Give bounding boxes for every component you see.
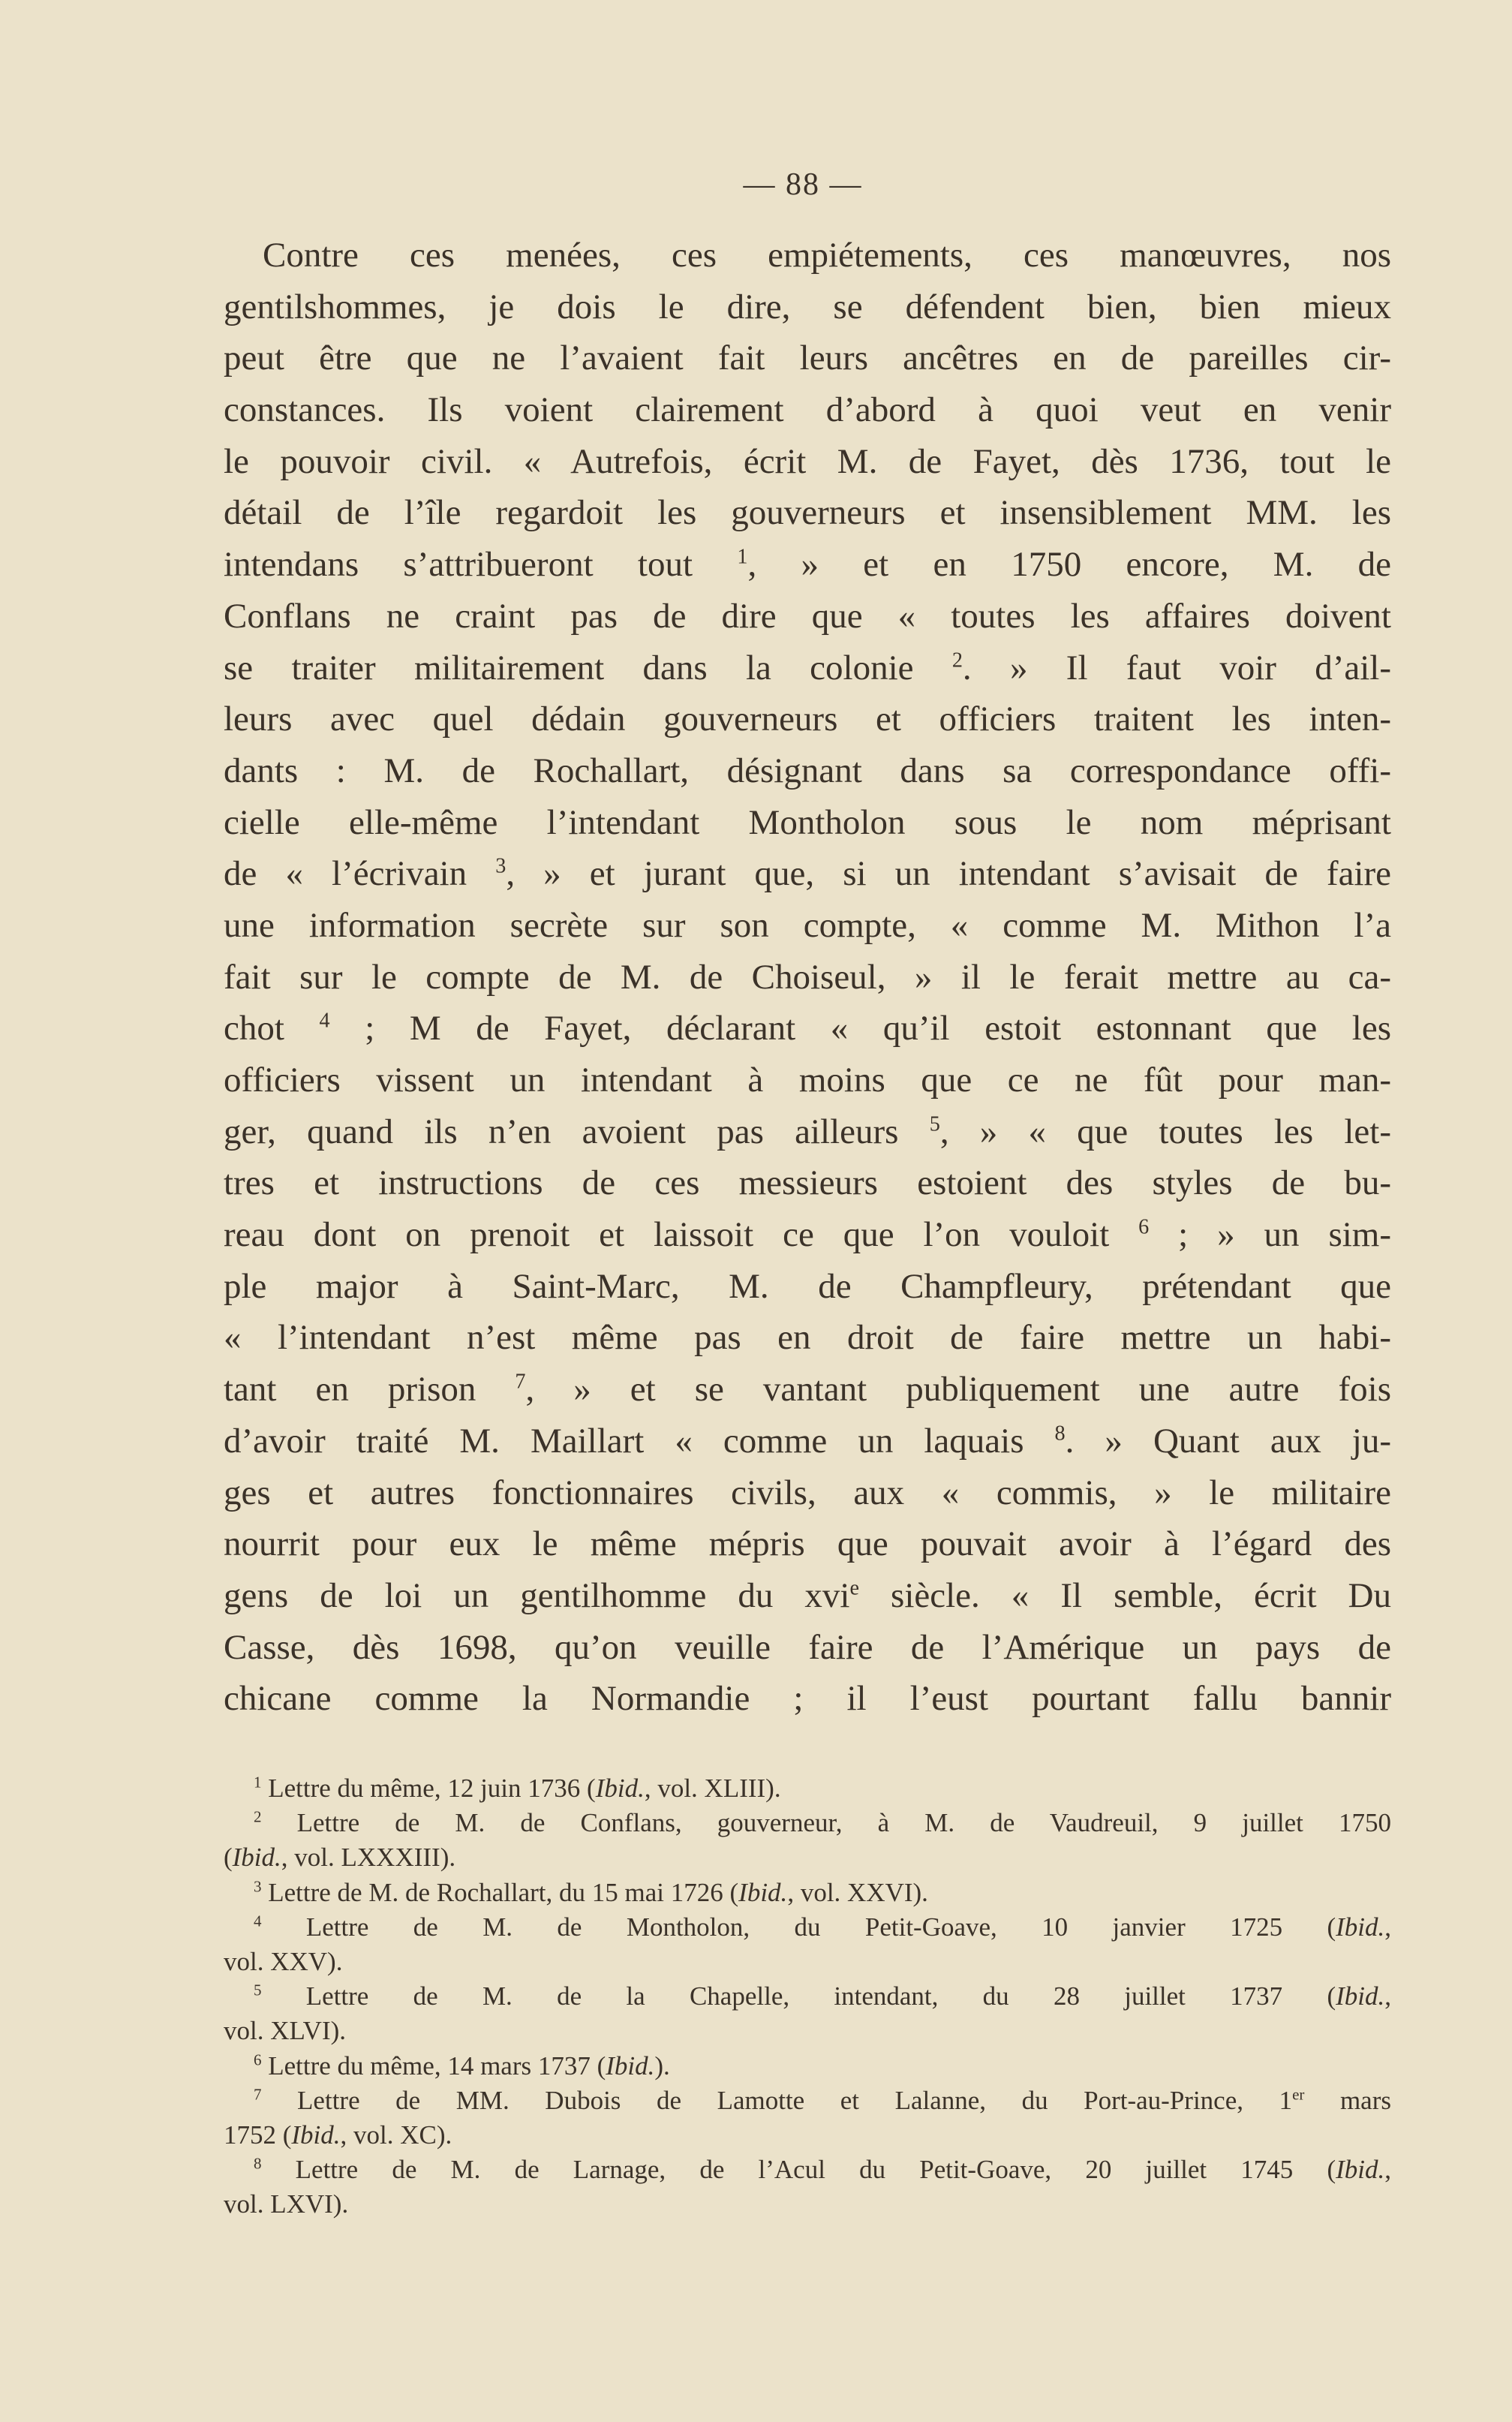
footnote-line xyxy=(224,2049,1391,2084)
text-run: ( xyxy=(224,1843,233,1873)
text-run: mars xyxy=(1304,2085,1391,2115)
text-run: Contre ces menées, ces empiétements, ces manœuvres, nos xyxy=(263,236,1391,275)
text-run: 1752 ( xyxy=(224,2120,292,2150)
text-run: ple major à Saint-Marc, M. de Champfleury, prétendant que xyxy=(224,1266,1391,1306)
body-line xyxy=(224,1364,1391,1416)
text-run: tant en prison xyxy=(224,1370,516,1410)
footnote-line xyxy=(224,1806,1391,1840)
footnote-line xyxy=(224,2084,1391,2118)
footnote-marker: 5 xyxy=(254,1981,262,1999)
text-run: Conflans ne craint pas de dire que « toutes les affaires doivent xyxy=(224,596,1391,636)
text-run: peut être que ne l’avaient fait leurs ancêtres en de pareilles cir- xyxy=(224,338,1391,378)
text-run: chicane comme la Normandie ; il l’eust pourtant fallu bannir xyxy=(224,1679,1391,1719)
text-run: ; M de Fayet, déclarant « qu’il estoit estonnant que les xyxy=(329,1009,1391,1049)
text-run: fait sur le compte de M. de Choiseul, » il le ferait mettre au ca- xyxy=(224,957,1391,997)
text-run: Lettre de M. de Conflans, gouverneur, à M. de Vaudreuil, 9 juillet 1750 xyxy=(261,1808,1391,1838)
text-run: ; » un sim- xyxy=(1149,1215,1391,1255)
text-run: siècle. « Il semble, écrit Du xyxy=(858,1575,1392,1615)
italic-text: Ibid. xyxy=(232,1843,281,1873)
text-run: . » Il faut voir d’ail- xyxy=(962,648,1391,687)
footnote-marker: 1 xyxy=(737,545,748,569)
italic-text: Ibid. xyxy=(1336,2155,1385,2185)
footnote-line xyxy=(224,1771,1391,1806)
body-line xyxy=(224,1055,1391,1106)
footnote-line xyxy=(224,1945,1391,1979)
text-run: se traiter militairement dans la colonie xyxy=(224,648,952,687)
text-run: Casse, dès 1698, qu’on veuille faire de l’Amérique un pays de xyxy=(224,1627,1391,1667)
body-line xyxy=(224,591,1391,642)
text-run: Lettre de MM. Dubois de Lamotte et Lalanne, du Port-au-Prince, 1 xyxy=(261,2085,1293,2115)
footnote-marker: 3 xyxy=(495,854,507,878)
text-run: chot xyxy=(224,1009,320,1049)
text-run: gens de loi un gentilhomme du xvi xyxy=(224,1575,850,1615)
text-run: , xyxy=(1384,1981,1391,2011)
text-run: ). xyxy=(654,2050,670,2081)
body-line xyxy=(224,1673,1391,1725)
text-run: une information secrète sur son compte, « comme M. Mithon l’a xyxy=(224,905,1391,945)
text-run: , vol. LXXXIII). xyxy=(281,1843,456,1873)
italic-text: Ibid. xyxy=(606,2050,655,2081)
body-line xyxy=(224,1312,1391,1364)
footnote-marker: e xyxy=(849,1576,859,1600)
text-run: Lettre du même, 14 mars 1737 ( xyxy=(261,2050,606,2081)
footnote-line xyxy=(224,2118,1391,2153)
footnote-line xyxy=(224,2187,1391,2222)
body-line xyxy=(224,1518,1391,1570)
footnote-line xyxy=(224,1910,1391,1945)
text-run: le pouvoir civil. « Autrefois, écrit M. de Fayet, dès 1736, tout le xyxy=(224,441,1391,481)
text-run: , xyxy=(1384,2155,1391,2185)
body-line xyxy=(224,1106,1391,1158)
footnote-marker: 6 xyxy=(1138,1215,1150,1239)
body-line xyxy=(224,539,1391,591)
body-line xyxy=(224,230,1391,281)
text-run: d’avoir traité M. Maillart « comme un laquais xyxy=(224,1421,1055,1461)
body-line xyxy=(224,487,1391,539)
text-run: gentilshommes, je dois le dire, se défendent bien, bien mieux xyxy=(224,287,1391,326)
footnote-marker: 7 xyxy=(515,1370,526,1394)
body-line xyxy=(224,281,1391,333)
text-run: Lettre de M. de Montholon, du Petit-Goave, 10 janvier 1725 ( xyxy=(261,1912,1336,1942)
footnote-line xyxy=(224,1840,1391,1875)
footnote-marker: 6 xyxy=(254,2050,262,2068)
body-line xyxy=(224,1209,1391,1261)
body-line xyxy=(224,848,1391,900)
page-number: — 88 — xyxy=(743,167,863,202)
text-run: leurs avec quel dédain gouverneurs et officiers traitent les inten- xyxy=(224,700,1391,739)
italic-text: Ibid. xyxy=(1336,1912,1385,1942)
italic-text: Ibid. xyxy=(738,1877,788,1907)
footnote-marker: 1 xyxy=(254,1773,262,1792)
body-line xyxy=(224,642,1391,694)
footnote-marker: 2 xyxy=(951,648,963,672)
body-line xyxy=(224,436,1391,488)
text-run: , » et se vantant publiquement une autre fois xyxy=(525,1370,1392,1410)
body-line xyxy=(224,1416,1391,1467)
body-line xyxy=(224,694,1391,745)
footnotes xyxy=(224,1771,1391,2222)
text-run: Lettre de M. de Rochallart, du 15 mai 1726 ( xyxy=(261,1877,739,1907)
text-run: . » Quant aux ju- xyxy=(1065,1421,1392,1461)
footnote-marker: 7 xyxy=(254,2085,262,2104)
footnote-marker: 8 xyxy=(254,2154,262,2173)
body-line xyxy=(224,332,1391,384)
footnote-marker: er xyxy=(1292,2085,1305,2104)
text-run: vol. XXV). xyxy=(224,1946,343,1976)
body-line xyxy=(224,900,1391,952)
text-run: , vol. XC). xyxy=(340,2120,452,2150)
body-line xyxy=(224,384,1391,436)
text-run: Lettre du même, 12 juin 1736 ( xyxy=(261,1774,596,1803)
footnote-marker: 3 xyxy=(254,1876,262,1895)
footnote-line xyxy=(224,2014,1391,2048)
text-run: intendans s’attribueront tout xyxy=(224,545,738,585)
italic-text: Ibid. xyxy=(595,1774,645,1803)
text-run: tres et instructions de ces messieurs estoient des styles de bu- xyxy=(224,1163,1391,1203)
text-run: Lettre de M. de la Chapelle, intendant, du 28 juillet 1737 ( xyxy=(261,1981,1336,2011)
text-run: ges et autres fonctionnaires civils, aux « commis, » le militaire xyxy=(224,1473,1391,1512)
body-line xyxy=(224,1003,1391,1055)
body-line xyxy=(224,1622,1391,1674)
italic-text: Ibid. xyxy=(291,2120,341,2150)
footnote-line xyxy=(224,1979,1391,2014)
text-run: , vol. XLIII). xyxy=(644,1774,781,1803)
body-line xyxy=(224,745,1391,797)
text-run: vol. XLVI). xyxy=(224,2016,347,2046)
footnote-marker: 5 xyxy=(929,1112,940,1136)
footnote-line xyxy=(224,2153,1391,2187)
body-line xyxy=(224,1570,1391,1622)
body-line xyxy=(224,1157,1391,1209)
text-run: nourrit pour eux le même mépris que pouvait avoir à l’égard des xyxy=(224,1524,1391,1564)
footnote-marker: 4 xyxy=(254,1912,262,1930)
text-run: Lettre de M. de Larnage, de l’Acul du Petit-Goave, 20 juillet 1745 ( xyxy=(261,2155,1336,2185)
text-run: détail de l’île regardoit les gouverneurs et insensiblement MM. les xyxy=(224,493,1391,533)
text-run: vol. LXVI). xyxy=(224,2189,349,2219)
text-run: , » et jurant que, si un intendant s’avisait de faire xyxy=(506,854,1391,894)
text-run: ger, quand ils n’en avoient pas ailleurs xyxy=(224,1112,930,1151)
body-line xyxy=(224,1467,1391,1519)
text-run: officiers vissent un intendant à moins que ce ne fût pour man- xyxy=(224,1061,1391,1100)
footnote-line xyxy=(224,1876,1391,1910)
text-run: , vol. XXVI). xyxy=(787,1877,928,1907)
text-run: , » « que toutes les let- xyxy=(939,1112,1392,1151)
body-line xyxy=(224,952,1391,1003)
text-run: « l’intendant n’est même pas en droit de faire mettre un habi- xyxy=(224,1318,1391,1358)
italic-text: Ibid. xyxy=(1336,1981,1385,2011)
body-text xyxy=(224,230,1391,1725)
text-run: , xyxy=(1384,1912,1391,1942)
footnote-marker: 8 xyxy=(1054,1422,1066,1446)
body-line xyxy=(224,797,1391,849)
text-run: reau dont on prenoit et laissoit ce que l’on vouloit xyxy=(224,1215,1139,1255)
text-run: constances. Ils voient clairement d’abord à quoi veut en venir xyxy=(224,390,1391,430)
footnote-marker: 2 xyxy=(254,1807,262,1826)
footnote-marker: 4 xyxy=(319,1009,330,1033)
text-run: de « l’écrivain xyxy=(224,854,496,894)
text-run: cielle elle-même l’intendant Montholon sous le nom méprisant xyxy=(224,802,1391,842)
body-line xyxy=(224,1261,1391,1313)
text-run: dants : M. de Rochallart, désignant dans sa correspondance offi- xyxy=(224,751,1391,790)
text-run: , » et en 1750 encore, M. de xyxy=(747,545,1391,585)
